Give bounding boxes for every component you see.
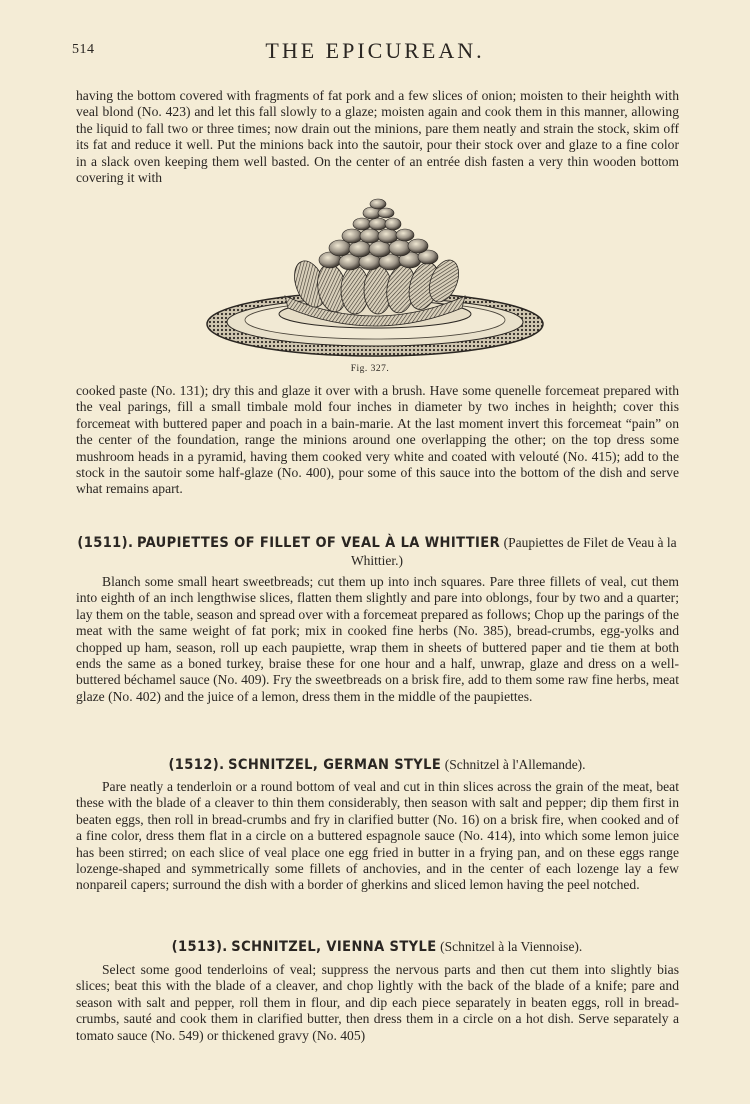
section-title: SCHNITZEL, VIENNA STYLE	[231, 939, 437, 955]
section-number: (1512).	[168, 757, 225, 773]
section-text-1512: Pare neatly a tenderloin or a round bottom of veal and cut in thin slices across the grain of the meat, beat these with the blade of a cleaver to thin them considerably, then season with salt and pepper; dip them first in beaten eggs, then roll in bread-crumbs and fry in clarified butter (No. 16) on a brisk fire, when cooked and of a fine color, dress them flat in a circle on a buttered espagnole sauce (No. 414), into which some lemon juice has been stirred; on each slice of veal place one egg fried in butter in a frying pan, and on these eggs range lozenge-shaped and symmetrically some fillets of anchovies, and in the center of each lozenge lay a few nonpareil capers; surround the dish with a border of gherkins and sliced lemon having the peel notched.	[76, 779, 679, 893]
section-number: (1513).	[171, 939, 228, 955]
section-heading-1511	[72, 534, 682, 570]
section-heading-1513	[72, 938, 682, 956]
section-subtitle: (Paupiettes de Filet de Veau à la Whittier.)	[350, 535, 677, 568]
section-subtitle: (Schnitzel à la Viennoise).	[440, 939, 583, 954]
page-number: 514	[72, 42, 95, 57]
section-number: (1511).	[77, 535, 134, 551]
figure-caption: Fig. 327.	[350, 364, 390, 374]
section-heading-1512	[72, 756, 682, 774]
section-title: PAUPIETTES OF FILLET OF VEAL À LA WHITTIER	[137, 535, 501, 551]
section-title: SCHNITZEL, GERMAN STYLE	[228, 757, 442, 773]
section-text-1511: Blanch some small heart sweetbreads; cut them up into inch squares. Pare three fillets of veal, cut them into eighth of an inch lengthwise slices, flatten them slightly and pare into oblongs, four by two and a quarter; lay them on the table, season and spread over with a forcemeat prepared as follows; Chop up the parings of the meat with the same weight of fat pork; mix in cooked fine herbs (No. 385), bread-crumbs, egg-yolks and chopped up ham, season, roll up each paupiette, wrap them in sheets of buttered paper and tie them at both ends the same as a boned turkey, braise these for one hour and a half, unwrap, glaze and dress on a well-buttered béchamel sauce (No. 409). Fry the sweetbreads on a brisk fire, add to them some raw fine herbs, meat glaze (No. 402) and the juice of a lemon, dress them in the middle of the paupiettes.	[76, 574, 679, 704]
running-title: THE EPICUREAN.	[265, 38, 485, 63]
engraved-dish-illustration	[200, 196, 550, 366]
section-text-1513: Select some good tenderloins of veal; suppress the nervous parts and then cut them into slightly bias slices; beat this with the blade of a cleaver, and chop lightly with the back of the blade of a knife; pare and season with salt and pepper, roll them in flour, and dip each piece separately in beaten eggs, roll in bread-crumbs, sauté and cook them in clarified butter, then dress them in a circle on a hot dish. Serve separately a tomato sauce (No. 549) or thickened gravy (No. 405)	[76, 962, 679, 1043]
paragraph-after-figure: cooked paste (No. 131); dry this and glaze it over with a brush. Have some quenelle forcemeat prepared with the veal parings, fill a small timbale mold four inches in diameter by two inches in heighth; cover this forcemeat with buttered paper and poach in a bain-marie. At the last moment invert this forcemeat “pain” on the center of the foundation, range the minions around one overlapping the other; on the top dress some mushroom heads in a pyramid, having them cooked very white and coated with velouté (No. 415); add to the stock in the sautoir some half-glaze (No. 400), pour some of this sauce into the bottom of the dish and serve what remains apart.	[76, 383, 679, 497]
paragraph-continuation: having the bottom covered with fragments of fat pork and a few slices of onion; moisten to their heighth with veal blond (No. 423) and let this fall slowly to a glaze; moisten again and cook them in this manner, allowing the liquid to fall two or three times; now drain out the minions, pare them neatly and strain the stock, skim off its fat and reduce it well. Put the minions back into the sautoir, pour their stock over and glaze to a fine color in a slack oven keeping them well basted. On the center of an entrée dish fasten a very thin wooden bottom covering it with	[76, 88, 679, 186]
section-subtitle: (Schnitzel à l'Allemande).	[444, 757, 586, 772]
